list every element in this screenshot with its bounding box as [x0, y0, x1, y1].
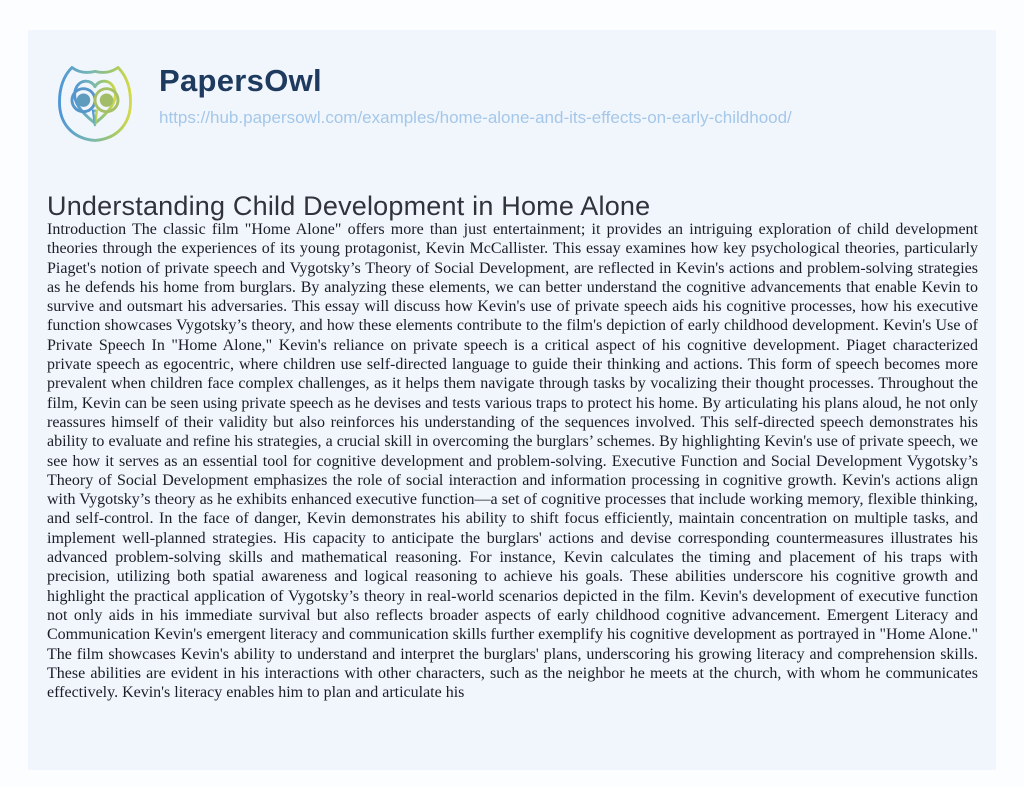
source-url-link[interactable]: https://hub.papersowl.com/examples/home-alone-and-its-effects-on-early-childhood/	[159, 108, 792, 127]
article-body-text: Introduction The classic film "Home Alone" offers more than just entertainment; it provides an intriguing exploration of child development theories through the experiences of its young protagonist, Kevin McCallister. This essay examines how key psychological theories, particularly Piaget's notion of private speech and Vygotsky’s Theory of Social Development, are reflected in Kevin's actions and problem-solving strategies as he defends his home from burglars. By analyzing these elements, we can better understand the cognitive advancements that enable Kevin to survive and outsmart his adversaries. This essay will discuss how Kevin's use of private speech aids his cognitive processes, how his executive function showcases Vygotsky’s theory, and how these elements contribute to the film's depiction of early childhood development. Kevin's Use of Private Speech In "Home Alone," Kevin's reliance on private speech is a critical aspect of his cognitive development. Piaget characterized private speech as egocentric, where children use self-directed language to guide their thinking and actions. This form of speech becomes more prevalent when children face complex challenges, as it helps them navigate through tasks by vocalizing their thought processes. Throughout the film, Kevin can be seen using private speech as he devises and tests various traps to protect his home. By articulating his plans aloud, he not only reassures himself of their validity but also reinforces his understanding of the sequences involved. This self-directed speech demonstrates his ability to evaluate and refine his strategies, a crucial skill in overcoming the burglars’ schemes. By highlighting Kevin's use of private speech, we see how it serves as an essential tool for cognitive development and problem-solving. Executive Function and Social Development Vygotsky’s Theory of Social Development emphasizes the role of social interaction and information processing in cognitive growth. Kevin's actions align with Vygotsky’s theory as he exhibits enhanced executive function—a set of cognitive processes that include working memory, flexible thinking, and self-control. In the face of danger, Kevin demonstrates his ability to shift focus efficiently, maintain concentration on multiple tasks, and implement well-planned strategies. His capacity to anticipate the burglars' actions and devise corresponding countermeasures illustrates his advanced problem-solving skills and mathematical reasoning. For instance, Kevin calculates the timing and placement of his traps with precision, utilizing both spatial awareness and logical reasoning to achieve his goals. These abilities underscore his cognitive growth and highlight the practical application of Vygotsky’s theory in real-world scenarios depicted in the film. Kevin's development of executive function not only aids in his immediate survival but also reflects broader aspects of early childhood cognitive advancement. Emergent Literacy and Communication Kevin's emergent literacy and communication skills further exemplify his cognitive development as portrayed in "Home Alone." The film showcases Kevin's ability to understand and interpret the burglars' plans, underscoring his growing literacy and comprehension skills. These abilities are evident in his interactions with other characters, such as the neighbor he meets at the church, with whom he communicates effectively. Kevin's literacy enables him to plan and articulate his	[47, 221, 978, 702]
brand-block	[159, 56, 792, 128]
page-header	[47, 56, 792, 152]
brand-name: PapersOwl	[159, 63, 322, 98]
papersowl-owl-logo-icon	[47, 56, 143, 152]
article-title: Understanding Child Development in Home Alone	[47, 191, 651, 222]
